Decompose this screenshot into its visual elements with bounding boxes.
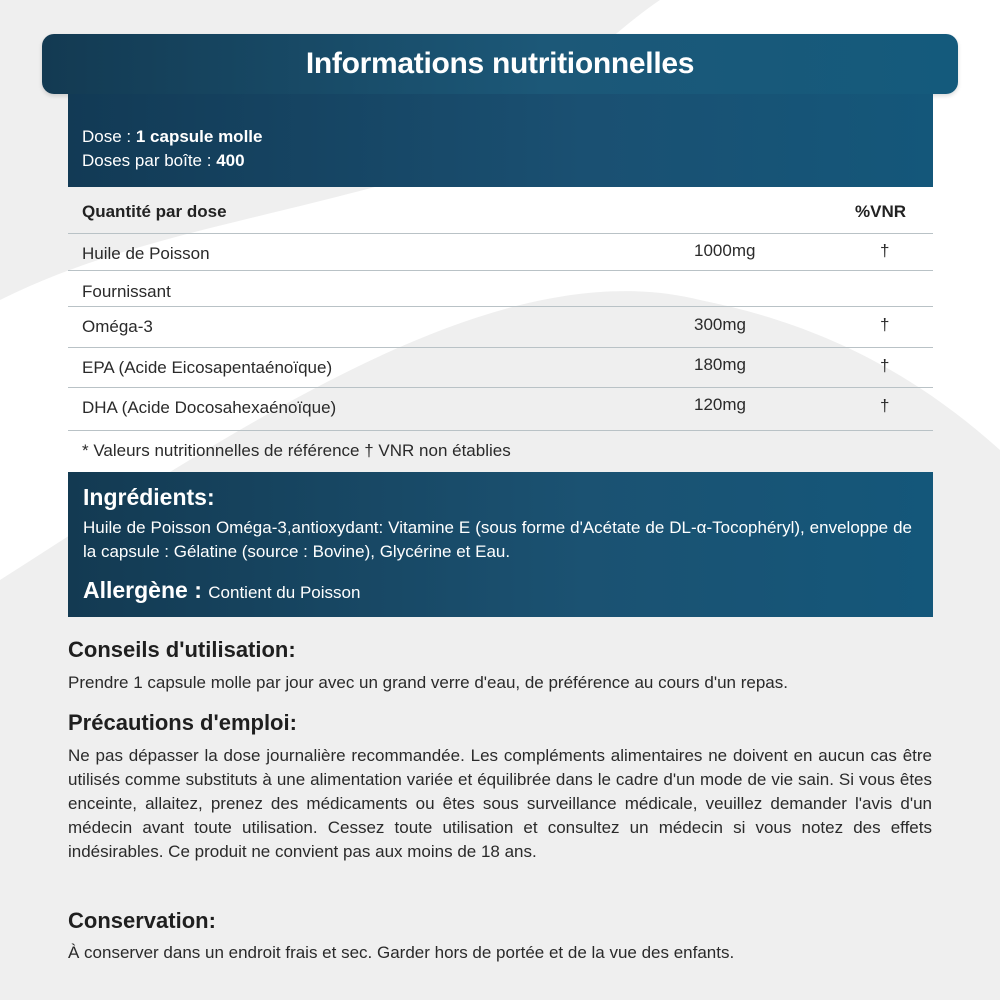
- title-banner: [42, 34, 958, 94]
- usage-title: Conseils d'utilisation:: [68, 637, 296, 662]
- allergen-value: Contient du Poisson: [208, 583, 361, 602]
- table-row: [68, 347, 933, 388]
- precautions-title: Précautions d'emploi:: [68, 710, 297, 735]
- allergen-label: Allergène :: [83, 577, 209, 603]
- precautions-text: Ne pas dépasser la dose journalière recommandée. Les compléments alimentaires ne doivent en aucun cas être utilisés comme substituts à une alimentation variée et équilibrée dans le cadre d'un mode de vie sain. Si vous êtes enceinte, allaitez, prenez des médicaments ou êtes sous surveillance médicale, veuillez demander l'avis d'un médecin avant toute utilisation. Cessez toute utilisation et consultez un médecin si vous notez des effets indésirables. Ce produit ne convient pas aux moins de 18 ans.: [68, 746, 932, 861]
- dose-line: [82, 127, 262, 147]
- doses-per-box-label: Doses par boîte :: [82, 151, 217, 170]
- ingredients-text: Huile de Poisson Oméga-3,antioxydant: Vitamine E (sous forme d'Acétate de DL-α-Tocophéryl), enveloppe de la capsule : Gélatine (source : Bovine), Glycérine et Eau.: [83, 518, 912, 561]
- row-name: DHA (Acide Docosahexaénoïque): [82, 398, 337, 417]
- row-amount: 1000mg: [694, 241, 756, 260]
- table-row: [68, 233, 933, 271]
- row-vnr: †: [880, 315, 890, 334]
- storage-text: À conserver dans un endroit frais et sec. Garder hors de portée et de la vue des enfants.: [68, 943, 735, 962]
- row-name: Fournissant: [82, 282, 171, 301]
- page-title: Informations nutritionnelles: [305, 47, 695, 80]
- ingredients-box: [68, 472, 933, 617]
- table-footnote: * Valeurs nutritionnelles de référence † VNR non établies: [82, 441, 511, 460]
- table-row: [68, 306, 933, 348]
- row-name: EPA (Acide Eicosapentaénoïque): [82, 358, 333, 377]
- row-vnr: †: [880, 396, 890, 415]
- row-amount: 120mg: [694, 395, 746, 414]
- row-vnr: †: [880, 241, 890, 260]
- usage-text: Prendre 1 capsule molle par jour avec un grand verre d'eau, de préférence au cours d'un repas.: [68, 673, 788, 692]
- doses-per-box-value: 400: [216, 151, 245, 170]
- row-name: Huile de Poisson: [82, 244, 210, 263]
- row-amount: 180mg: [694, 355, 746, 374]
- table-header-vnr: %VNR: [855, 202, 907, 221]
- dose-value: 1 capsule molle: [135, 127, 263, 146]
- doses-per-box-line: [82, 151, 245, 171]
- table-header-quantity: Quantité par dose: [82, 202, 227, 221]
- allergen-line: [83, 577, 360, 604]
- storage-title: Conservation:: [68, 908, 216, 933]
- row-amount: 300mg: [694, 315, 746, 334]
- table-row: [68, 270, 933, 307]
- row-name: Oméga-3: [82, 317, 153, 336]
- table-row: [68, 387, 933, 431]
- row-vnr: †: [880, 356, 890, 375]
- dose-label: Dose :: [82, 127, 136, 146]
- ingredients-title: Ingrédients:: [83, 484, 215, 510]
- dose-info-box: [68, 94, 933, 187]
